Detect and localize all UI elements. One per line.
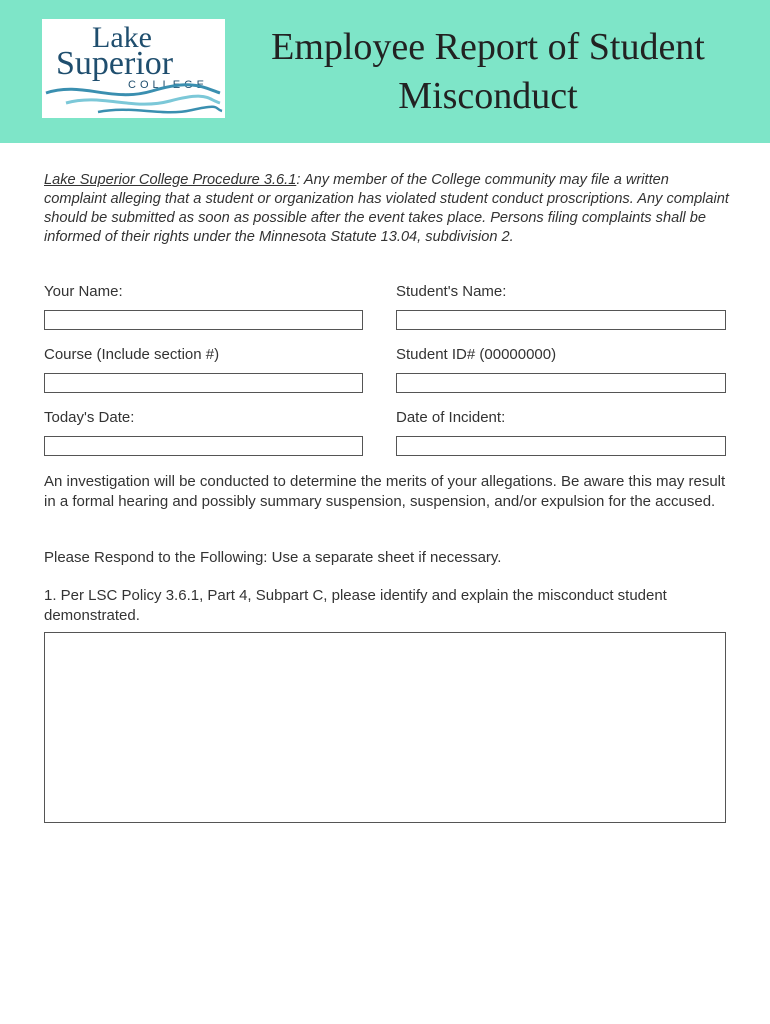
logo-wave-2 — [66, 96, 220, 104]
course-field[interactable] — [44, 373, 363, 393]
student-id-label: Student ID# (00000000) — [396, 346, 557, 363]
student-id-field[interactable] — [396, 373, 726, 393]
todays-date-field[interactable] — [44, 436, 363, 456]
todays-date-label: Today's Date: — [44, 409, 135, 426]
logo-text-lake: Lake — [92, 21, 152, 54]
question-1-text: 1. Per LSC Policy 3.6.1, Part 4, Subpart C, please identify and explain the misconduct student demonstrated. — [44, 587, 667, 624]
title-line-2: Misconduct — [398, 75, 578, 117]
investigation-notice: An investigation will be conducted to determine the merits of your allegations. Be aware this may result in a formal hearing and possibly summary suspension, suspension, and/or expulsion for the accused. — [44, 473, 726, 510]
college-logo — [42, 19, 225, 118]
respond-instruction: Please Respond to the Following: Use a separate sheet if necessary. — [44, 549, 502, 566]
header-band — [0, 0, 770, 143]
date-of-incident-field[interactable] — [396, 436, 726, 456]
intro-text: : Any member of the College community may file a written complaint alleging that a student or organization has violated student conduct proscriptions. Any complaint should be submitted as soon as possible after the event takes place. Persons filing complaints shall be informed of their rights under the Minnesota Statute 13.04, subdivision 2. — [44, 172, 729, 245]
date-of-incident-label: Date of Incident: — [396, 409, 506, 426]
page-title — [238, 23, 738, 121]
your-name-field[interactable] — [44, 310, 363, 330]
logo-wave-3 — [98, 107, 222, 113]
question-1-response-field[interactable] — [44, 632, 726, 823]
title-line-1: Employee Report of Student — [271, 26, 705, 68]
students-name-label: Student's Name: — [396, 283, 507, 300]
intro-paragraph — [44, 171, 734, 247]
logo-text-superior: Superior — [56, 45, 174, 82]
lake-superior-logo-graphic — [42, 19, 225, 118]
logo-text-college: COLLEGE — [128, 79, 208, 91]
procedure-reference: Lake Superior College Procedure 3.6.1 — [44, 172, 297, 188]
your-name-label: Your Name: — [44, 283, 123, 300]
course-label: Course (Include section #) — [44, 346, 220, 363]
students-name-field[interactable] — [396, 310, 726, 330]
